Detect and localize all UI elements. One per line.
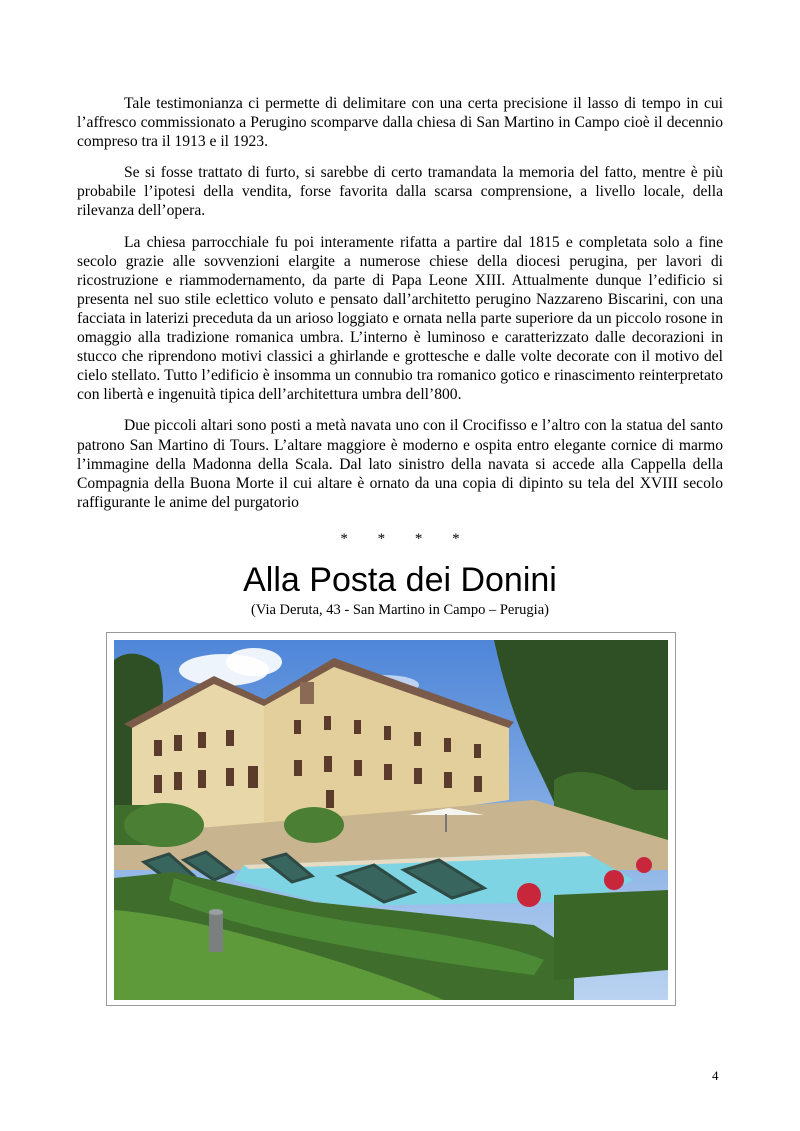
section-title: Alla Posta dei Donini <box>243 561 557 599</box>
section-separator: * * * * <box>340 531 460 547</box>
photo-frame <box>106 632 676 1006</box>
paragraph-4: Due piccoli altari sono posti a metà navata uno con il Crocifisso e l’altro con la statua del santo patrono San Martino di Tours. L’altare maggiore è moderno e ospita entro elegante cornice di marmo l’immagine della Madonna della Scala. Dal lato sinistro della navata si accede alla Cappella della Compagnia della Buona Morte il cui altare è ornato da una copia di dipinto su tela del XVIII secolo raffigurante le anime del purgatorio <box>77 417 723 511</box>
page-number: 4 <box>712 1068 719 1083</box>
hotel-villa-pool-photo-icon <box>114 640 668 1000</box>
section-subtitle: (Via Deruta, 43 - San Martino in Campo – Perugia) <box>251 602 549 618</box>
paragraph-1: Tale testimonianza ci permette di delimitare con una certa precisione il lasso di tempo in cui l’affresco commissionato a Perugino scomparve dalla chiesa di San Martino in Campo cioè il decennio compreso tra il 1913 e il 1923. <box>77 95 723 151</box>
paragraph-2: Se si fosse trattato di furto, si sarebbe di certo tramandata la memoria del fatto, mentre è più probabile l’ipotesi della vendita, forse favorita dalla scarsa comprensione, a livello locale, della rilevanza dell’opera. <box>77 164 723 220</box>
paragraph-3: La chiesa parrocchiale fu poi interamente rifatta a partire dal 1815 e completata solo a fine secolo grazie alle sovvenzioni elargite a numerose chiese della diocesi perugina, per lavori di ricostruzione e riammodernamento, da parte di Papa Leone XIII. Attualmente dunque l’edificio si presenta nel suo stile eclettico voluto e pensato dall’architetto perugino Nazzareno Biscarini, con una facciata in laterizi preceduta da un arioso loggiato e ornata nella parte superiore da un piccolo rosone in omaggio alla tradizione romanica umbra. L’interno è luminoso e caratterizzato dalle decorazioni in stucco che riprendono motivi classici a ghirlande e grottesche e dalle volte decorate con il motivo del cielo stellato. Tutto l’edificio è insomma un connubio tra romanico gotico e rinascimento reinterpretato con libertà e ingenuità tipica dell’architettura umbra dell’800. <box>77 233 723 404</box>
body-text <box>77 94 723 524</box>
